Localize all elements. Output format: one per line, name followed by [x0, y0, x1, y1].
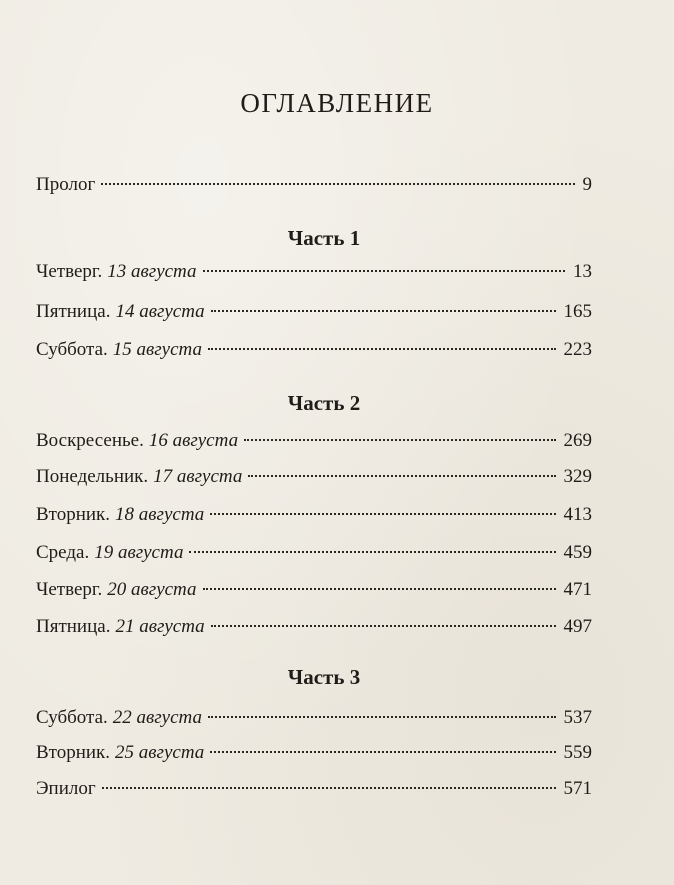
toc-entry-page: 537 — [563, 707, 592, 728]
toc-entry-date: 18 августа — [115, 504, 205, 525]
part-heading: Часть 2 — [287, 391, 361, 415]
dot-leader — [211, 310, 556, 312]
toc-entry-label: Пятница. — [36, 301, 111, 322]
toc-entry-page: 571 — [563, 778, 592, 799]
dot-leader — [210, 751, 555, 753]
toc-entry-label: Понедельник. — [36, 466, 149, 487]
toc-entry-page: 9 — [582, 174, 592, 195]
toc-entry-page: 165 — [563, 301, 592, 322]
toc-entry-label: Суббота. — [36, 339, 108, 360]
toc-entry-date: 14 августа — [115, 301, 205, 322]
dot-leader — [244, 439, 555, 441]
toc-entry-prologue[interactable] — [36, 172, 592, 198]
toc-entry-date: 16 августа — [148, 430, 239, 451]
toc-entry-label: Четверг. — [36, 579, 103, 600]
toc-entry-label: Воскресенье. — [36, 430, 144, 451]
toc-entry-date: 17 августа — [153, 466, 243, 487]
toc-entry[interactable] — [36, 614, 592, 640]
toc-entry-label: Пятница. — [36, 616, 111, 637]
toc-entry-label: Среда. — [36, 542, 90, 563]
toc-entry-date: 25 августа — [115, 742, 205, 763]
toc-entry-date: 13 августа — [107, 261, 197, 282]
toc-entry[interactable] — [36, 337, 592, 363]
toc-entry-label: Пролог — [36, 174, 96, 195]
toc-entry-label: Суббота. — [36, 707, 108, 728]
toc-title: ОГЛАВЛЕНИЕ — [240, 88, 434, 118]
toc-entry-date: 20 августа — [107, 579, 197, 600]
toc-entry-page: 559 — [563, 742, 592, 763]
dot-leader — [203, 270, 565, 272]
part-heading: Часть 3 — [287, 665, 361, 689]
toc-entry[interactable] — [36, 428, 592, 454]
toc-entry-date: 15 августа — [112, 339, 202, 360]
toc-entry[interactable] — [36, 740, 592, 766]
toc-entry-label: Вторник. — [36, 742, 111, 763]
toc-entry-label: Эпилог — [36, 778, 96, 799]
dot-leader — [208, 348, 556, 350]
toc-entry-page: 269 — [563, 430, 592, 451]
toc-entry-page: 471 — [563, 579, 592, 600]
dot-leader — [248, 475, 555, 477]
toc-entry-page: 497 — [563, 616, 592, 637]
toc-entry[interactable] — [36, 259, 592, 285]
dot-leader — [211, 625, 556, 627]
toc-entry[interactable] — [36, 705, 592, 731]
toc-entry-date: 19 августа — [94, 542, 184, 563]
toc-entry-page: 413 — [563, 504, 592, 525]
toc-entry[interactable] — [36, 464, 592, 490]
toc-entry-epilogue[interactable] — [36, 776, 592, 802]
toc-entry[interactable] — [36, 502, 592, 528]
toc-entry-page: 329 — [563, 466, 592, 487]
toc-entry-label: Четверг. — [36, 261, 103, 282]
toc-entry[interactable] — [36, 299, 592, 325]
dot-leader — [203, 588, 556, 590]
dot-leader — [189, 551, 555, 553]
toc-entry[interactable] — [36, 577, 592, 603]
toc-entry-date: 22 августа — [112, 707, 202, 728]
toc-entry-label: Вторник. — [36, 504, 111, 525]
dot-leader — [102, 787, 556, 789]
toc-entry[interactable] — [36, 540, 592, 566]
toc-entry-page: 459 — [563, 542, 592, 563]
dot-leader — [101, 183, 574, 185]
toc-entry-date: 21 августа — [115, 616, 205, 637]
toc-entry-page: 13 — [573, 261, 592, 282]
part-heading: Часть 1 — [287, 226, 361, 250]
dot-leader — [208, 716, 556, 718]
toc-entry-page: 223 — [563, 339, 592, 360]
dot-leader — [210, 513, 555, 515]
